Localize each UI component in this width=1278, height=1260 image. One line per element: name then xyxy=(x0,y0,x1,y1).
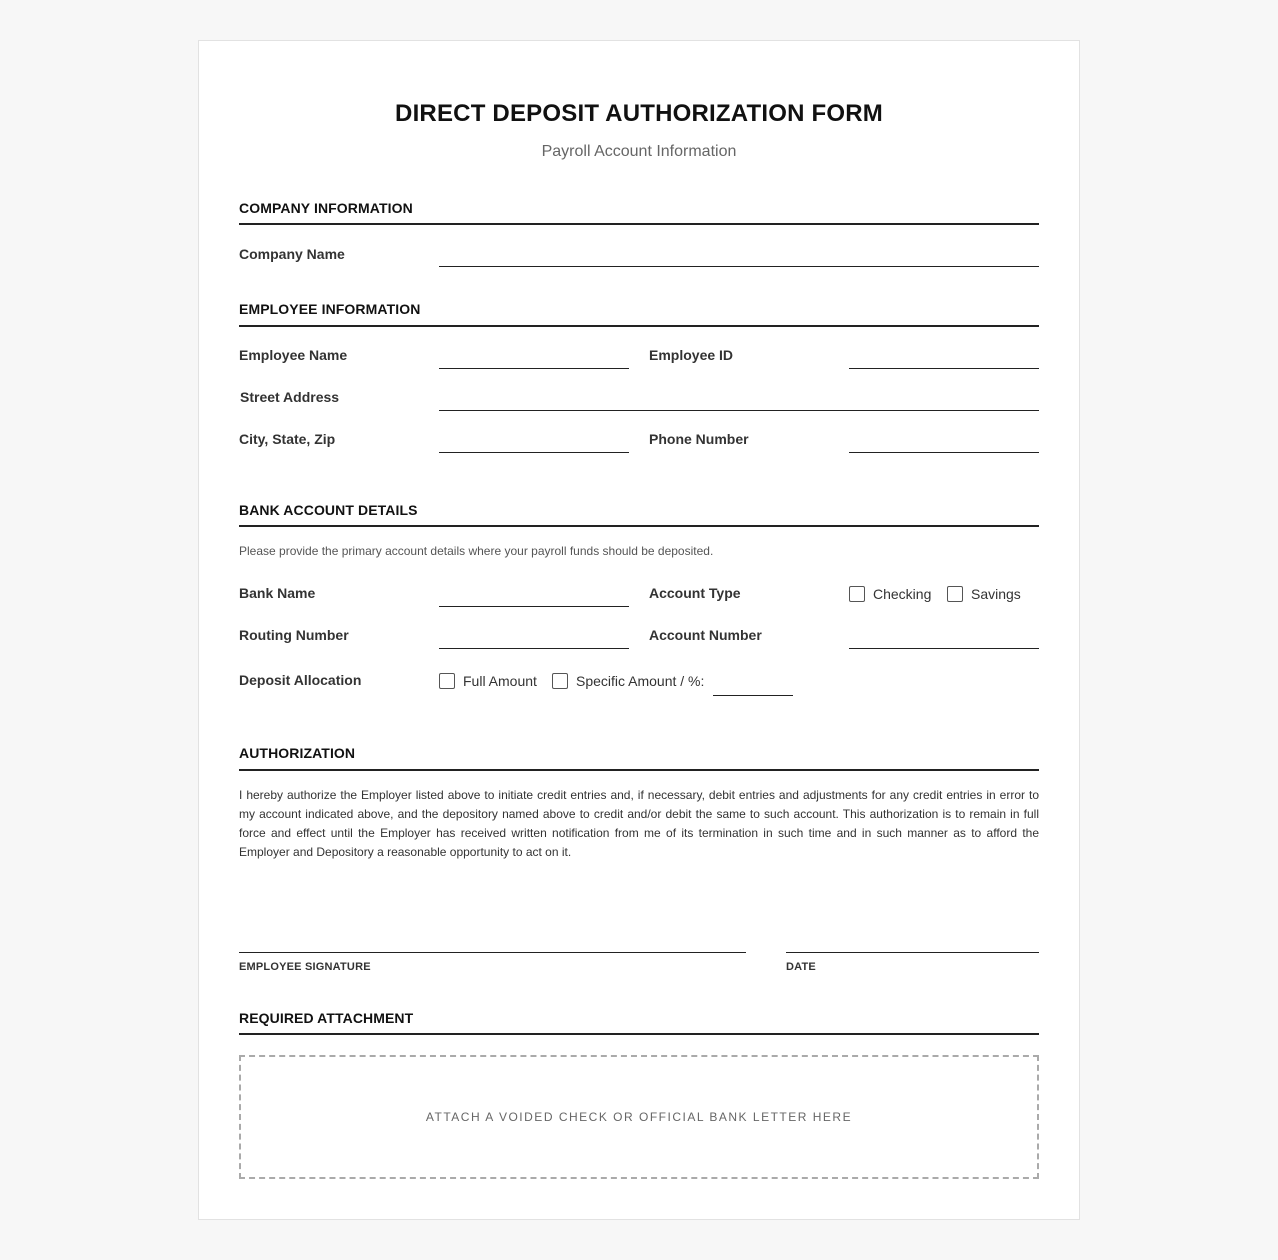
form-subtitle: Payroll Account Information xyxy=(541,143,737,160)
checking-checkbox[interactable] xyxy=(849,586,865,602)
account-number-label: Account Number xyxy=(649,627,762,643)
authorization-section-title: AUTHORIZATION xyxy=(239,745,356,761)
checking-option[interactable] xyxy=(849,586,931,602)
city-state-zip-field[interactable] xyxy=(439,452,629,453)
bank-name-field[interactable] xyxy=(439,606,629,607)
savings-option[interactable] xyxy=(947,586,1021,602)
savings-label: Savings xyxy=(971,586,1021,602)
full-amount-option[interactable] xyxy=(439,673,537,689)
date-line[interactable] xyxy=(786,952,1039,953)
form-title: DIRECT DEPOSIT AUTHORIZATION FORM xyxy=(395,100,883,127)
account-number-field[interactable] xyxy=(849,648,1039,649)
employee-section-divider xyxy=(239,325,1039,327)
company-section-divider xyxy=(239,223,1039,225)
employee-id-label: Employee ID xyxy=(649,347,734,363)
city-state-zip-label: City, State, Zip xyxy=(239,431,336,447)
authorization-text: I hereby authorize the Employer listed above to initiate credit entries and, if necessary, debit entries and adjustments for any credit entries in error to my account indicated above, and the depository named above to credit and/or debit the same to such account. This authorization is to remain in full force and effect until the Employer has received written notification from me of its termination in such time and in such manner as to afford the Employer and Depository a reasonable opportunity to act on it. xyxy=(239,788,1039,859)
account-type-label: Account Type xyxy=(649,585,741,601)
specific-amount-checkbox[interactable] xyxy=(552,673,568,689)
bank-section-note: Please provide the primary account details where your payroll funds should be deposited. xyxy=(239,544,714,558)
company-name-label: Company Name xyxy=(239,246,345,262)
company-name-field[interactable] xyxy=(439,266,1039,267)
checking-label: Checking xyxy=(873,586,932,602)
bank-section-divider xyxy=(239,525,1039,527)
attachment-instructions: ATTACH A VOIDED CHECK OR OFFICIAL BANK LETTER HERE xyxy=(425,1110,853,1124)
attachment-dropzone[interactable] xyxy=(239,1055,1039,1179)
employee-name-field[interactable] xyxy=(439,368,629,369)
authorization-section-divider xyxy=(239,769,1039,771)
full-amount-checkbox[interactable] xyxy=(439,673,455,689)
routing-number-label: Routing Number xyxy=(239,627,349,643)
routing-number-field[interactable] xyxy=(439,648,629,649)
bank-section-title: BANK ACCOUNT DETAILS xyxy=(239,502,418,518)
full-amount-label: Full Amount xyxy=(463,673,537,689)
employee-section-title: EMPLOYEE INFORMATION xyxy=(239,301,421,317)
specific-amount-field[interactable] xyxy=(713,695,793,696)
company-section-title: COMPANY INFORMATION xyxy=(239,200,413,216)
phone-number-field[interactable] xyxy=(849,452,1039,453)
deposit-allocation-label: Deposit Allocation xyxy=(239,672,362,688)
specific-amount-option[interactable] xyxy=(552,673,704,689)
employee-name-label: Employee Name xyxy=(239,347,348,363)
phone-number-label: Phone Number xyxy=(649,431,749,447)
signature-label: EMPLOYEE SIGNATURE xyxy=(239,961,371,973)
employee-id-field[interactable] xyxy=(849,368,1039,369)
street-address-field[interactable] xyxy=(439,410,1039,411)
form-page xyxy=(198,40,1080,1220)
savings-checkbox[interactable] xyxy=(947,586,963,602)
attachment-section-title: REQUIRED ATTACHMENT xyxy=(239,1010,414,1026)
street-address-label: Street Address xyxy=(240,389,340,405)
signature-line[interactable] xyxy=(239,952,746,953)
specific-amount-label: Specific Amount / %: xyxy=(576,673,705,689)
date-label: DATE xyxy=(786,961,816,973)
attachment-section-divider xyxy=(239,1033,1039,1035)
bank-name-label: Bank Name xyxy=(239,585,316,601)
